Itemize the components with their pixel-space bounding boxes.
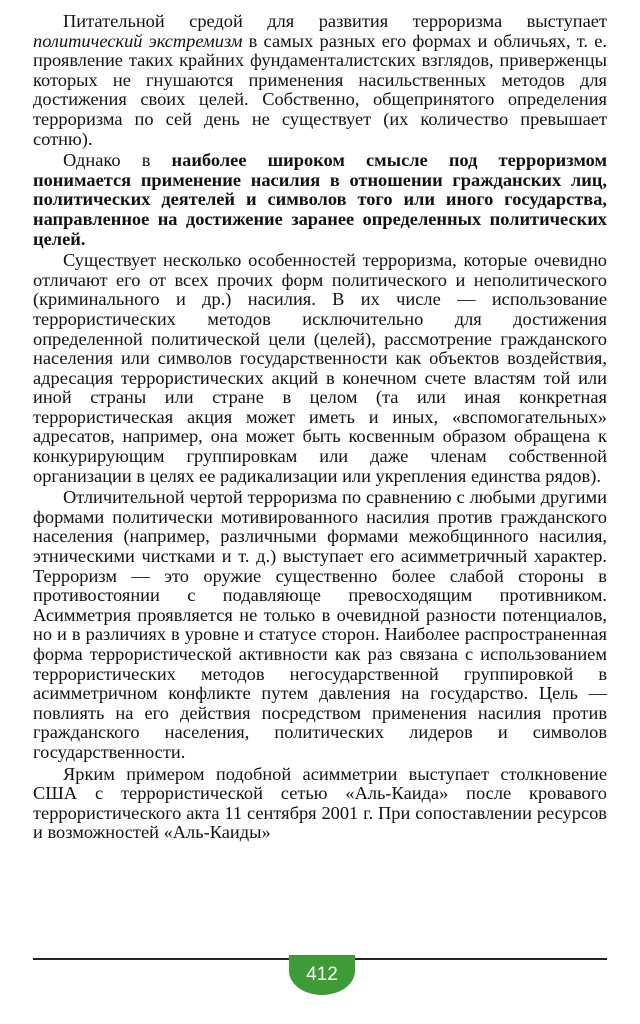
page-body [33,12,607,843]
page-number-badge: 412 [289,955,355,995]
paragraph-features [33,251,607,486]
term-political-extremism: политический экстремизм [33,30,243,51]
terrorism-definition: наиболее широком смысле под терроризмом понимается применение насилия в отношении гражданских лиц, политических деятелей и символов того или иного государства, направленное на достижение заранее определенных политических целей. [33,150,607,249]
text-segment: Однако в [63,150,172,171]
text-segment: в самых разных его формах и обличьях, т. е. проявление таких крайних фундаменталистских взглядов, приверженцы которых не гнушаются применения насильственных методов для достижения своих целей. Собственно, общепринятого определения терроризма по сей день не существует (их количество превышает сотню). [33,30,608,149]
paragraph-asymmetry [33,488,607,762]
text-segment: Питательной средой для развития терроризма выступает [63,11,607,31]
text-segment: Существует несколько особенностей терроризма, которые очевидно отличают его от всех прочих форм политического и неполитического (криминального и др.) насилия. В их числе — использование террористических методов исключительно для достижения определенной политической цели (целей), рассмотрение гражданского населения или символов государственности как объектов воздействия, адресация террористических акций в конечном счете властям той или иной страны или стране в целом (та или иная конкретная террористическая акция может иметь и иных, «вспомогательных» адресатов, например, она может быть косвенным образом обращена к конкурирующим группировкам или даже членам собственной организации в целях ее радикализации или укрепления единства рядов). [33,250,607,486]
text-segment: Отличительной чертой терроризма по сравнению с любыми другими формами политически мотивированного насилия против гражданского населения (например, различными формами межобщинного насилия, этническими чистками и т. д.) выступает его асимметричный характер. Терроризм — это оружие существенно более слабой стороны в противостоянии с подавляюще превосходящим противником. Асимметрия проявляется не только в очевидной разности потенциалов, но и в различиях в уровне и статусе сторон. Наиболее распространенная форма террористической активности как раз связана с использованием террористических методов негосударственной группировкой в асимметричном конфликте путем давления на государство. Цель — повлиять на его действия посредством применения насилия против гражданского населения, политических лидеров и символов государственности. [33,487,607,762]
text-segment: Ярким примером подобной асимметрии выступает столкновение США с террористической сетью «Аль-Каида» после кровавого террористического акта 11 сентября 2001 г. При сопоставлении ресурсов и возможностей «Аль-Каиды» [33,763,607,843]
paragraph-extremism [33,12,607,149]
paragraph-definition [33,151,607,249]
paragraph-example [33,765,607,843]
